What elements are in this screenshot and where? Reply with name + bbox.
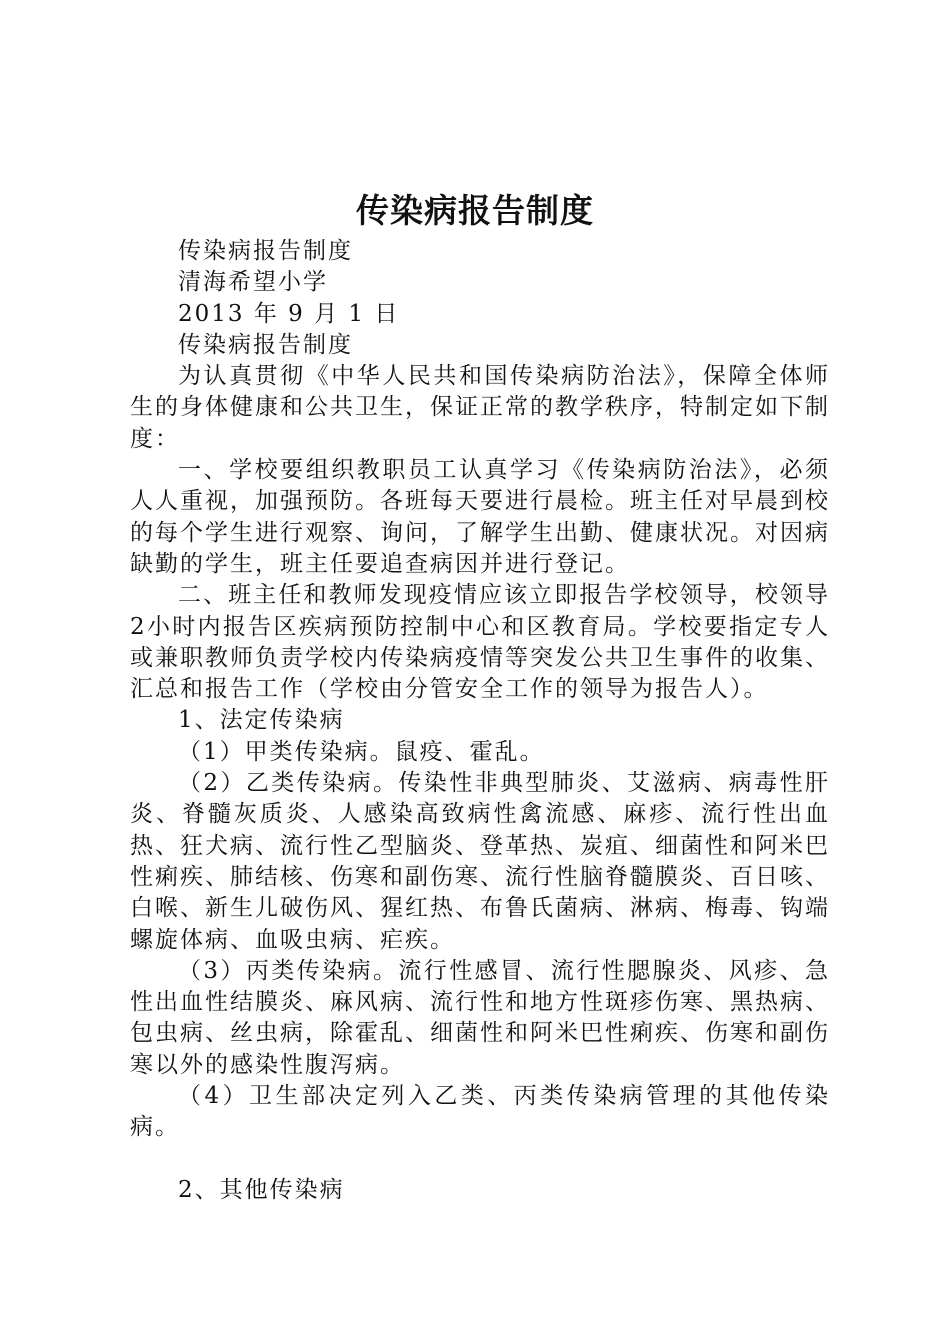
meta-subtitle-repeat: 传染病报告制度 xyxy=(178,331,353,358)
document-title: 传染病报告制度 xyxy=(356,191,594,230)
blank-line xyxy=(130,1144,830,1175)
paragraph-two: 二、班主任和教师发现疫情应该立即报告学校领导，校领导2小时内报告区疾病预防控制中心和区教育局。学校要指定专人或兼职教师负责学校内传染病疫情等突发公共卫生事件的收集、汇总和报告工作（学校由分管安全工作的领导为报告人）。 xyxy=(130,582,830,703)
meta-subtitle: 传染病报告制度 xyxy=(178,238,353,264)
class-b-diseases: （2）乙类传染病。传染性非典型肺炎、艾滋病、病毒性肝炎、脊髓灰质炎、人感染高致病性禽流感、麻疹、流行性出血热、狂犬病、流行性乙型脑炎、登革热、炭疽、细菌性和阿米巴性痢疾、肺结核、伤寒和副伤寒、流行性脑脊髓膜炎、百日咳、白喉、新生儿破伤风、猩红热、布鲁氏菌病、淋病、梅毒、钩端螺旋体病、血吸虫病、疟疾。 xyxy=(130,770,830,953)
paragraph-one: 一、学校要组织教职员工认真学习《传染病防治法》，必须人人重视，加强预防。各班每天要进行晨检。班主任对早晨到校的每个学生进行观察、询问，了解学生出勤、健康状况。对因病缺勤的学生，班主任要追查病因并进行登记。 xyxy=(130,457,830,577)
section-other-diseases: 2、其他传染病 xyxy=(178,1176,345,1203)
meta-date: 2013 年 9 月 1 日 xyxy=(178,300,400,327)
meta-school: 清海希望小学 xyxy=(178,269,328,296)
paragraph-intro: 为认真贯彻《中华人民共和国传染病防治法》，保障全体师生的身体健康和公共卫生，保证正常的教学秩序，特制定如下制度： xyxy=(130,363,830,452)
class-a-diseases: （1）甲类传染病。鼠疫、霍乱。 xyxy=(178,738,545,765)
other-listed-diseases: （4）卫生部决定列入乙类、丙类传染病管理的其他传染病。 xyxy=(130,1083,830,1141)
document-body xyxy=(130,236,830,1206)
section-legal-diseases: 1、法定传染病 xyxy=(178,707,345,734)
class-c-diseases: （3）丙类传染病。流行性感冒、流行性腮腺炎、风疹、急性出血性结膜炎、麻风病、流行性和地方性斑疹伤寒、黑热病、包虫病、丝虫病，除霍乱、细菌性和阿米巴性痢疾、伤寒和副伤寒以外的感染性腹泻病。 xyxy=(130,957,830,1078)
